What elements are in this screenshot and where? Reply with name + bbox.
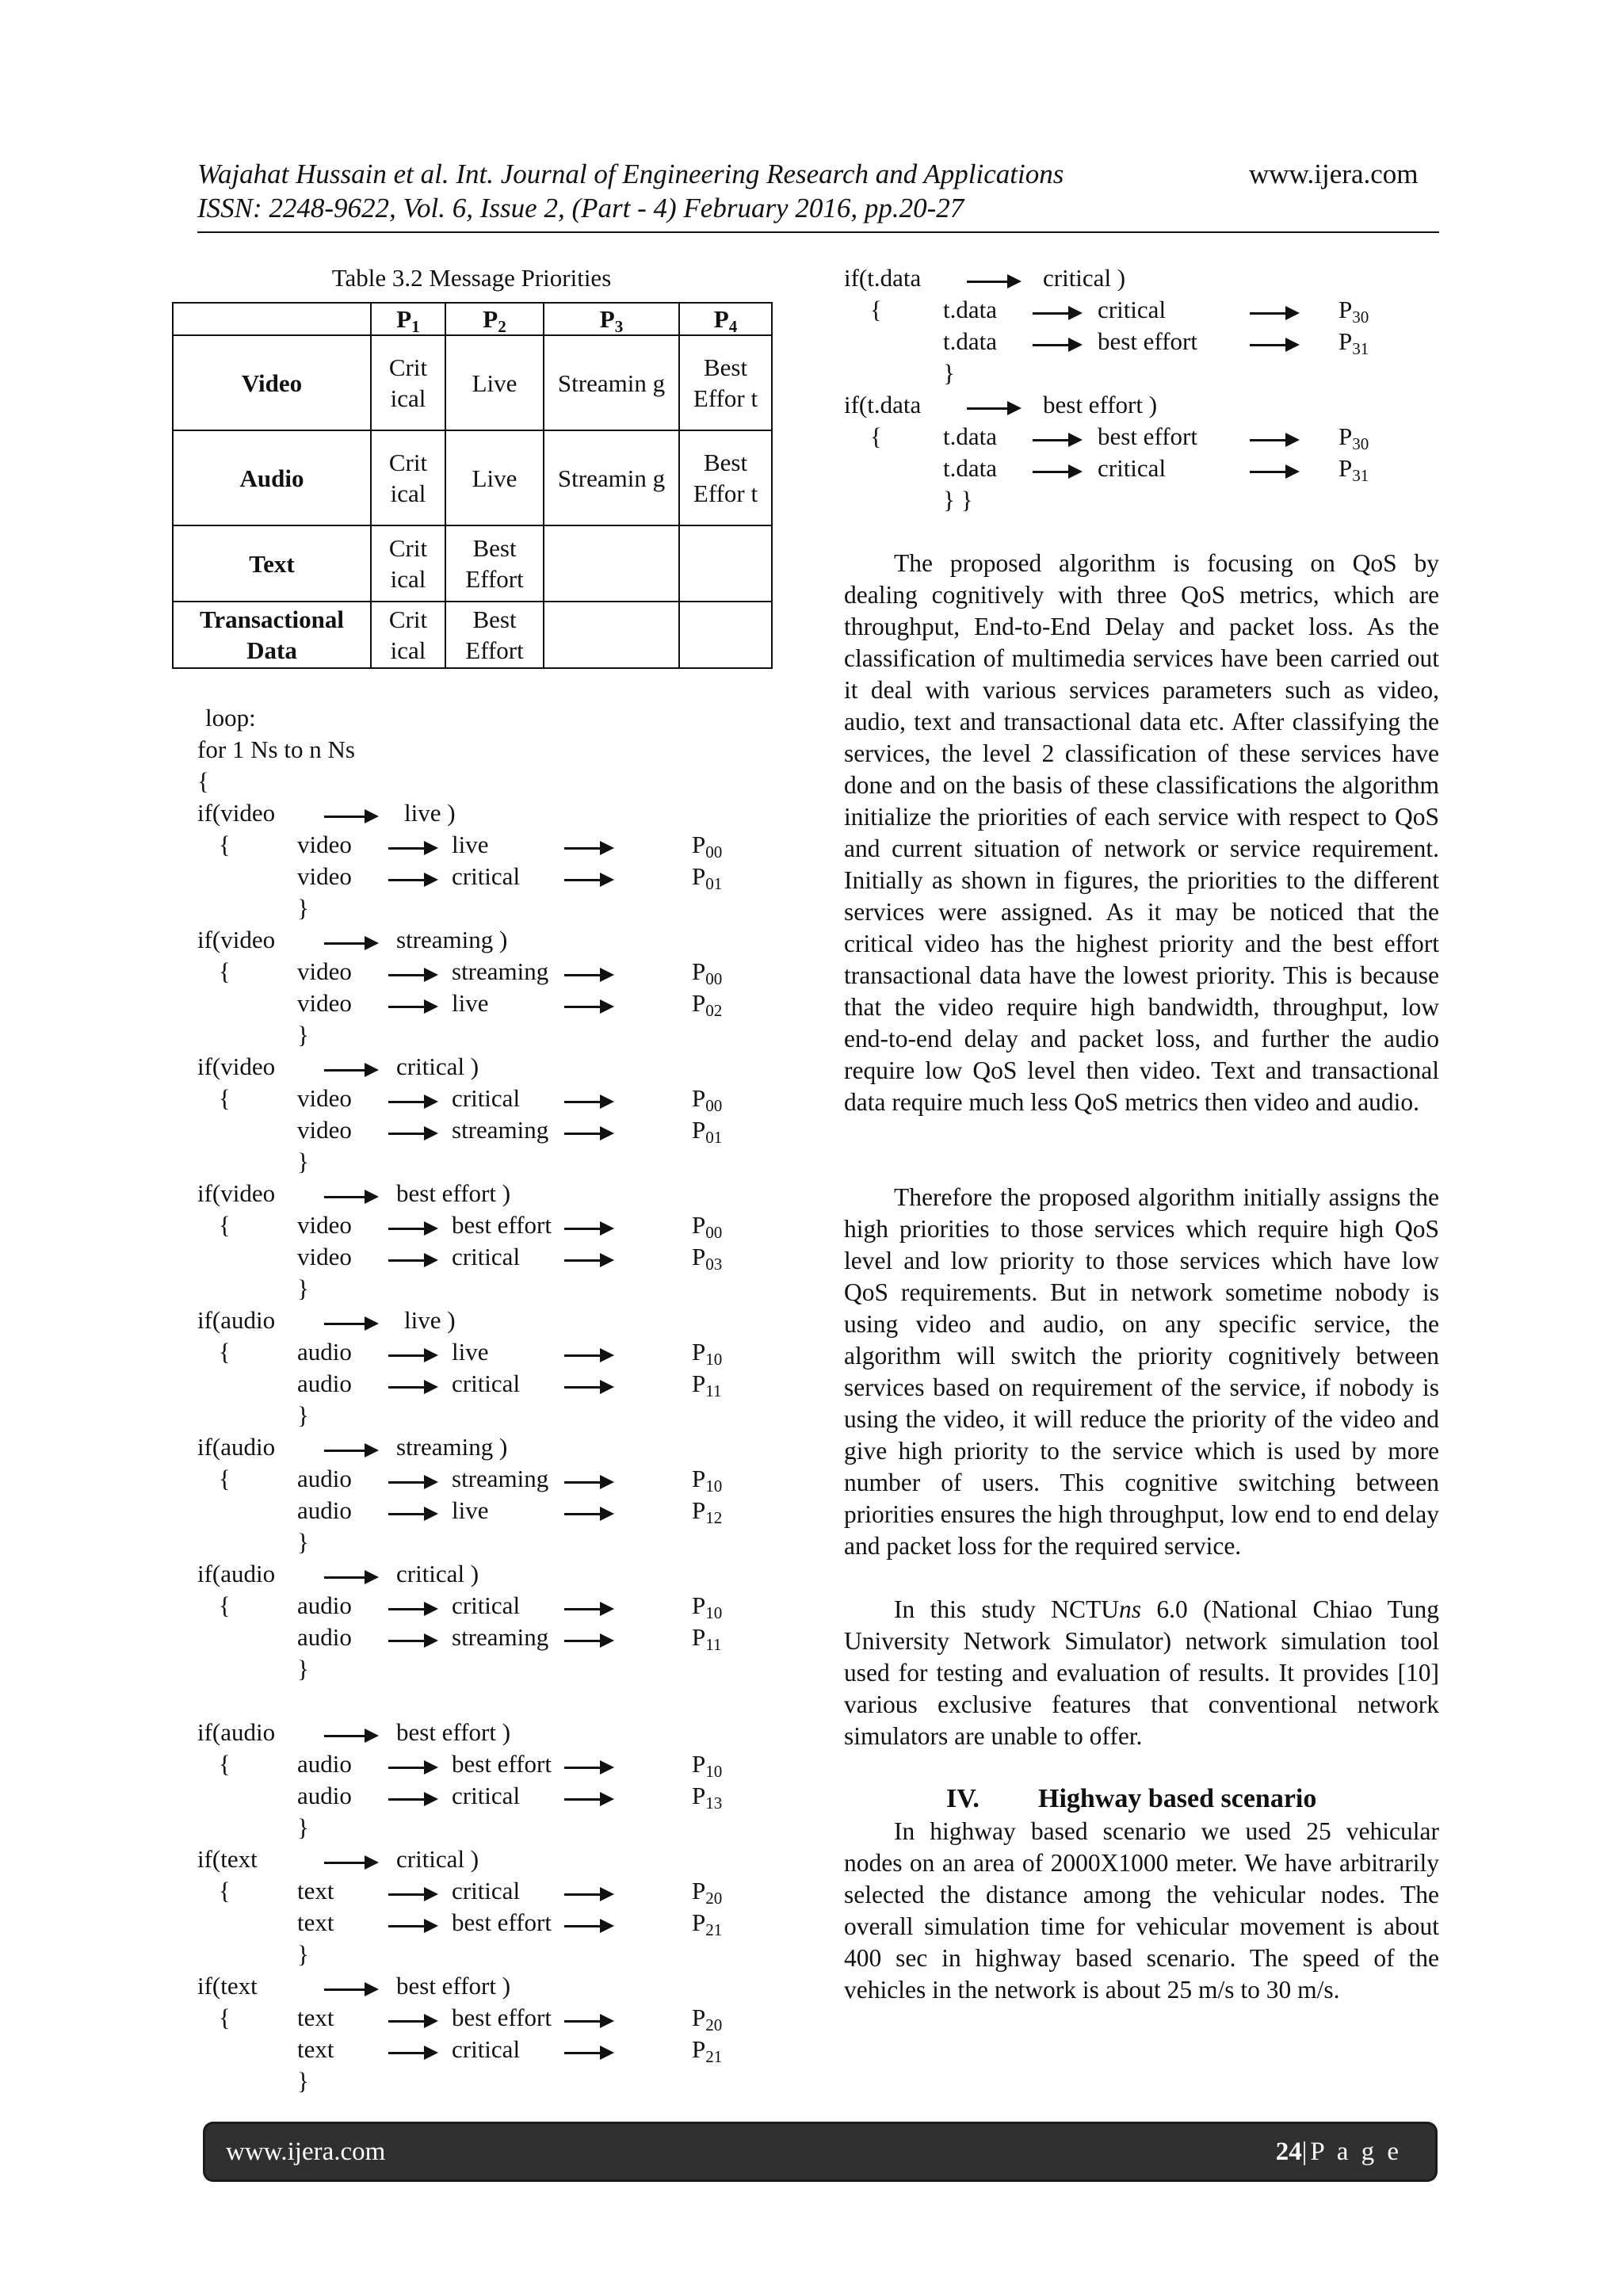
service-label: video xyxy=(297,1243,352,1270)
table-cell: Crit ical xyxy=(371,602,445,668)
service-label: t.data xyxy=(943,454,997,482)
table-row xyxy=(173,430,772,525)
issn-line: ISSN: 2248-9622, Vol. 6, Issue 2, (Part - 4) February 2016, pp.20-27 xyxy=(197,193,964,223)
arrow-icon xyxy=(564,847,610,850)
open-brace: { xyxy=(219,1084,231,1112)
service-class: critical xyxy=(452,2035,521,2063)
open-brace: { xyxy=(219,1211,231,1239)
row-header-audio: Audio xyxy=(173,430,371,525)
service-label: t.data xyxy=(943,422,997,450)
paragraph-simulator: In this study NCTUns 6.0 (National Chiao Tung University Network Simulator) network simulation tool used for testing and evaluation of results. It provides [10] various exclusive features that conventional network simulators are unable to offer. xyxy=(844,1595,1440,1750)
table-cell: Streamin g xyxy=(544,335,679,430)
condition-value: streaming ) xyxy=(396,926,508,953)
if-condition: if(video xyxy=(197,926,276,953)
arrow-icon xyxy=(388,1228,434,1230)
table-cell: Best Effort xyxy=(445,525,544,602)
priority-code: $P_{20}$ xyxy=(692,2004,723,2034)
priority-code: $P_{31}$ xyxy=(1338,454,1369,485)
arrow-icon xyxy=(564,1101,610,1103)
arrow-icon xyxy=(1250,344,1296,346)
table-caption: Table 3.2 Message Priorities xyxy=(331,264,612,292)
service-label: video xyxy=(297,1211,352,1239)
arrow-icon xyxy=(388,1006,434,1008)
priority-code: $P_{01}$ xyxy=(692,1116,723,1147)
service-label: audio xyxy=(297,1782,352,1809)
table-cell: Crit ical xyxy=(371,335,445,430)
condition-value: best effort ) xyxy=(396,1718,511,1746)
priority-code: $P_{00}$ xyxy=(692,1211,723,1242)
arrow-icon xyxy=(388,2020,434,2023)
service-class: best effort xyxy=(1098,422,1197,450)
service-label: audio xyxy=(297,1496,352,1524)
service-class: streaming xyxy=(452,957,549,985)
close-brace: } xyxy=(297,1813,309,1841)
arrow-icon xyxy=(388,1133,434,1135)
arrow-icon xyxy=(324,1735,375,1737)
priority-code: $P_{13}$ xyxy=(692,1782,723,1813)
service-class: best effort xyxy=(1098,327,1197,355)
arrow-icon xyxy=(1250,471,1296,473)
open-brace: { xyxy=(219,1591,231,1619)
arrow-icon xyxy=(388,1640,434,1642)
if-condition: if(text xyxy=(197,1845,258,1873)
page-number: 24|P a g e xyxy=(1275,2137,1402,2166)
service-class: critical xyxy=(452,862,521,890)
arrow-icon xyxy=(388,1481,434,1484)
service-label: text xyxy=(297,1877,334,1904)
arrow-icon xyxy=(564,1513,610,1515)
col-header-p1: $P_1$ xyxy=(371,303,445,335)
service-class: critical xyxy=(452,1782,521,1809)
service-class: streaming xyxy=(452,1116,549,1144)
service-class: critical xyxy=(1098,296,1167,323)
arrow-icon xyxy=(1250,439,1296,441)
table-cell xyxy=(679,525,772,602)
open-brace: { xyxy=(870,296,882,323)
arrow-icon xyxy=(388,1259,434,1262)
close-brace: } xyxy=(297,1655,309,1683)
arrow-icon xyxy=(388,1608,434,1610)
condition-value: live ) xyxy=(404,799,456,827)
priority-code: $P_{01}$ xyxy=(692,862,723,893)
table-cell: Crit ical xyxy=(371,525,445,602)
footer-url[interactable]: www.ijera.com xyxy=(226,2137,386,2166)
close-brace: } xyxy=(297,1940,309,1968)
service-label: audio xyxy=(297,1623,352,1651)
table-cell xyxy=(544,525,679,602)
arrow-icon xyxy=(564,1608,610,1610)
table-cell: Crit ical xyxy=(371,430,445,525)
arrow-icon xyxy=(564,1767,610,1769)
arrow-icon xyxy=(324,1576,375,1579)
paragraph-qos-algorithm: The proposed algorithm is focusing on QoS by dealing cognitively with three QoS metrics, which are throughput, End-to-End Delay and packet loss. As the classification of multimedia services have been carried out it deal with various services parameters such as video, audio, text and transactional data etc. After classifying the services, the level 2 classification of these services have done and on the basis of these classifications the algorithm initialize the priorities of each service with respect to QoS and current situation of network or service requirement. Initially as shown in figures, the priorities to the different services were assigned. As it may be noticed that the critical video has the highest priority and the best effort transactional data have the lowest priority. This is because that the video require high bandwidth, throughput, low end-to-end delay and packet loss, and further the audio require low QoS level then video. Text and transactional data require much less QoS metrics then video and audio. xyxy=(844,549,1439,1116)
table-cell xyxy=(679,602,772,668)
service-label: text xyxy=(297,2004,334,2031)
table-cell: Streamin g xyxy=(544,430,679,525)
close-brace: } xyxy=(297,1274,309,1302)
table-cell: Best Effor t xyxy=(679,430,772,525)
priority-code: $P_{30}$ xyxy=(1338,296,1369,327)
open-brace: { xyxy=(197,767,209,795)
service-label: audio xyxy=(297,1370,352,1397)
if-condition: if(video xyxy=(197,799,276,827)
condition-value: critical ) xyxy=(396,1845,479,1873)
arrow-icon xyxy=(388,1798,434,1801)
header-rule xyxy=(197,231,1439,233)
if-condition: if(t.data xyxy=(844,264,922,292)
arrow-icon xyxy=(1033,471,1079,473)
table-cell xyxy=(544,602,679,668)
table-row xyxy=(173,602,772,668)
arrow-icon xyxy=(324,816,375,818)
arrow-icon xyxy=(564,1354,610,1357)
table-row xyxy=(173,335,772,430)
priority-code: $P_{10}$ xyxy=(692,1338,723,1369)
arrow-icon xyxy=(564,1006,610,1008)
close-brace: } xyxy=(297,1401,309,1429)
row-header-transactional-data: Transactional Data xyxy=(173,602,371,668)
arrow-icon xyxy=(388,1386,434,1389)
arrow-icon xyxy=(564,1798,610,1801)
arrow-icon xyxy=(388,1354,434,1357)
if-condition: if(t.data xyxy=(844,391,922,418)
service-class: live xyxy=(452,989,489,1017)
arrow-icon xyxy=(388,2052,434,2054)
journal-title: Wajahat Hussain et al. Int. Journal of Engineering Research and Applications xyxy=(197,159,1064,189)
if-condition: if(audio xyxy=(197,1433,276,1461)
arrow-icon xyxy=(1033,312,1079,315)
condition-value: streaming ) xyxy=(396,1433,508,1461)
service-class: best effort xyxy=(452,2004,552,2031)
for-statement: for 1 Ns to n Ns xyxy=(197,735,355,763)
arrow-icon xyxy=(1033,439,1079,441)
arrow-icon xyxy=(388,1513,434,1515)
condition-value: critical ) xyxy=(396,1560,479,1587)
priority-code: $P_{03}$ xyxy=(692,1243,723,1274)
paragraph-cognitive-switching: Therefore the proposed algorithm initially assigns the high priorities to those services which require high QoS level and low priority to those services which have low QoS requirements. But in network sometime nobody is using video and audio, on any specific service, the algorithm will switch the priority cognitively between services based on requirement of the service, if nobody is using the video, it will reduce the priority of the video and give high priority to the service which is used by more number of users. This cognitive switching between priorities ensures the high throughput, low end to end delay and packet loss for the required service. xyxy=(844,1183,1439,1560)
open-brace: { xyxy=(219,1877,231,1904)
header-url[interactable]: www.ijera.com xyxy=(1249,159,1419,189)
arrow-icon xyxy=(564,974,610,976)
priority-code: $P_{10}$ xyxy=(692,1750,723,1781)
arrow-icon xyxy=(564,879,610,881)
service-class: live xyxy=(452,831,489,858)
service-label: video xyxy=(297,831,352,858)
if-condition: if(video xyxy=(197,1052,276,1080)
arrow-icon xyxy=(1250,312,1296,315)
service-class: critical xyxy=(452,1243,521,1270)
priority-code: $P_{00}$ xyxy=(692,1084,723,1115)
condition-value: critical ) xyxy=(396,1052,479,1080)
condition-value: best effort ) xyxy=(1043,391,1158,418)
arrow-icon xyxy=(324,1323,375,1325)
open-brace: { xyxy=(219,831,231,858)
row-header-video: Video xyxy=(173,335,371,430)
arrow-icon xyxy=(324,1988,375,1991)
table-row xyxy=(173,525,772,602)
arrow-icon xyxy=(388,1925,434,1927)
service-label: audio xyxy=(297,1750,352,1778)
table-cell: Best Effort xyxy=(445,602,544,668)
service-class: best effort xyxy=(452,1211,552,1239)
row-header-text: Text xyxy=(173,525,371,602)
service-label: video xyxy=(297,862,352,890)
arrow-icon xyxy=(388,847,434,850)
open-brace: { xyxy=(219,1465,231,1492)
open-brace: { xyxy=(219,957,231,985)
arrow-icon xyxy=(564,1640,610,1642)
priority-code: $P_{20}$ xyxy=(692,1877,723,1908)
open-brace: { xyxy=(219,1338,231,1366)
arrow-icon xyxy=(324,1450,375,1452)
arrow-icon xyxy=(564,2052,610,2054)
service-class: streaming xyxy=(452,1623,549,1651)
condition-value: live ) xyxy=(404,1306,456,1334)
priority-code: $P_{11}$ xyxy=(692,1370,722,1400)
col-header-p4: $P_4$ xyxy=(679,303,772,335)
arrow-icon xyxy=(324,1196,375,1198)
message-priorities-table xyxy=(172,302,773,669)
arrow-icon xyxy=(1033,344,1079,346)
open-brace: { xyxy=(219,2004,231,2031)
priority-code: $P_{12}$ xyxy=(692,1496,723,1527)
arrow-icon xyxy=(388,1893,434,1896)
arrow-icon xyxy=(564,1228,610,1230)
service-class: live xyxy=(452,1338,489,1366)
close-brace: } xyxy=(943,359,955,387)
condition-value: best effort ) xyxy=(396,1179,511,1207)
priority-code: $P_{11}$ xyxy=(692,1623,722,1654)
col-header-p2: $P_2$ xyxy=(445,303,544,335)
priority-code: $P_{10}$ xyxy=(692,1591,723,1622)
service-class: best effort xyxy=(452,1908,552,1936)
service-class: best effort xyxy=(452,1750,552,1778)
service-class: live xyxy=(452,1496,489,1524)
close-brace: } xyxy=(297,1148,309,1175)
arrow-icon xyxy=(564,1259,610,1262)
page-footer xyxy=(205,2124,1435,2179)
col-header-p3: $P_3$ xyxy=(544,303,679,335)
if-condition: if(audio xyxy=(197,1718,276,1746)
open-brace: { xyxy=(219,1750,231,1778)
priority-code: $P_{00}$ xyxy=(692,957,723,988)
arrow-icon xyxy=(324,942,375,945)
paragraph-highway-scenario: In highway based scenario we used 25 vehicular nodes on an area of 2000X1000 meter. We have arbitrarily selected the distance among the vehicular nodes. The overall simulation time for vehicular movement is about 400 sec in highway based scenario. The speed of the vehicles in the network is about 25 m/s to 30 m/s. xyxy=(844,1817,1439,2004)
service-label: audio xyxy=(297,1465,352,1492)
table-cell: Live xyxy=(445,430,544,525)
arrow-icon xyxy=(564,1133,610,1135)
service-class: critical xyxy=(1098,454,1167,482)
arrow-icon xyxy=(388,1101,434,1103)
arrow-icon xyxy=(564,1925,610,1927)
loop-label: loop: xyxy=(205,704,256,732)
priority-code: $P_{00}$ xyxy=(692,831,723,861)
if-condition: if(text xyxy=(197,1972,258,2000)
if-condition: if(audio xyxy=(197,1306,276,1334)
priority-code: $P_{30}$ xyxy=(1338,422,1369,453)
arrow-icon xyxy=(967,281,1018,283)
service-label: text xyxy=(297,2035,334,2063)
close-brace: } xyxy=(297,1021,309,1049)
service-label: t.data xyxy=(943,296,997,323)
arrow-icon xyxy=(388,974,434,976)
service-label: video xyxy=(297,989,352,1017)
service-label: video xyxy=(297,1084,352,1112)
arrow-icon xyxy=(564,2020,610,2023)
table-cell: Best Effor t xyxy=(679,335,772,430)
priority-code: $P_{02}$ xyxy=(692,989,723,1020)
close-brace: } xyxy=(297,1528,309,1556)
service-class: critical xyxy=(452,1591,521,1619)
section-title: Highway based scenario xyxy=(1038,1784,1317,1813)
priority-code: $P_{31}$ xyxy=(1338,327,1369,358)
service-class: critical xyxy=(452,1877,521,1904)
service-label: video xyxy=(297,957,352,985)
table-corner-cell xyxy=(173,303,371,335)
priority-code: $P_{10}$ xyxy=(692,1465,723,1496)
condition-value: best effort ) xyxy=(396,1972,511,2000)
service-label: video xyxy=(297,1116,352,1144)
section-number: IV. xyxy=(946,1784,980,1813)
open-brace: { xyxy=(870,422,882,450)
arrow-icon xyxy=(388,879,434,881)
service-class: critical xyxy=(452,1370,521,1397)
arrow-icon xyxy=(564,1386,610,1389)
service-class: streaming xyxy=(452,1465,549,1492)
arrow-icon xyxy=(564,1893,610,1896)
arrow-icon xyxy=(324,1862,375,1864)
arrow-icon xyxy=(564,1481,610,1484)
arrow-icon xyxy=(324,1069,375,1072)
priority-code: $P_{21}$ xyxy=(692,2035,723,2066)
arrow-icon xyxy=(967,407,1018,410)
if-condition: if(video xyxy=(197,1179,276,1207)
close-brace: } xyxy=(297,894,309,922)
close-brace: } } xyxy=(943,486,973,514)
service-label: audio xyxy=(297,1591,352,1619)
service-label: text xyxy=(297,1908,334,1936)
service-label: audio xyxy=(297,1338,352,1366)
arrow-icon xyxy=(388,1767,434,1769)
service-class: critical xyxy=(452,1084,521,1112)
if-condition: if(audio xyxy=(197,1560,276,1587)
close-brace: } xyxy=(297,2067,309,2095)
priority-code: $P_{21}$ xyxy=(692,1908,723,1939)
service-label: t.data xyxy=(943,327,997,355)
condition-value: critical ) xyxy=(1043,264,1126,292)
table-cell: Live xyxy=(445,335,544,430)
